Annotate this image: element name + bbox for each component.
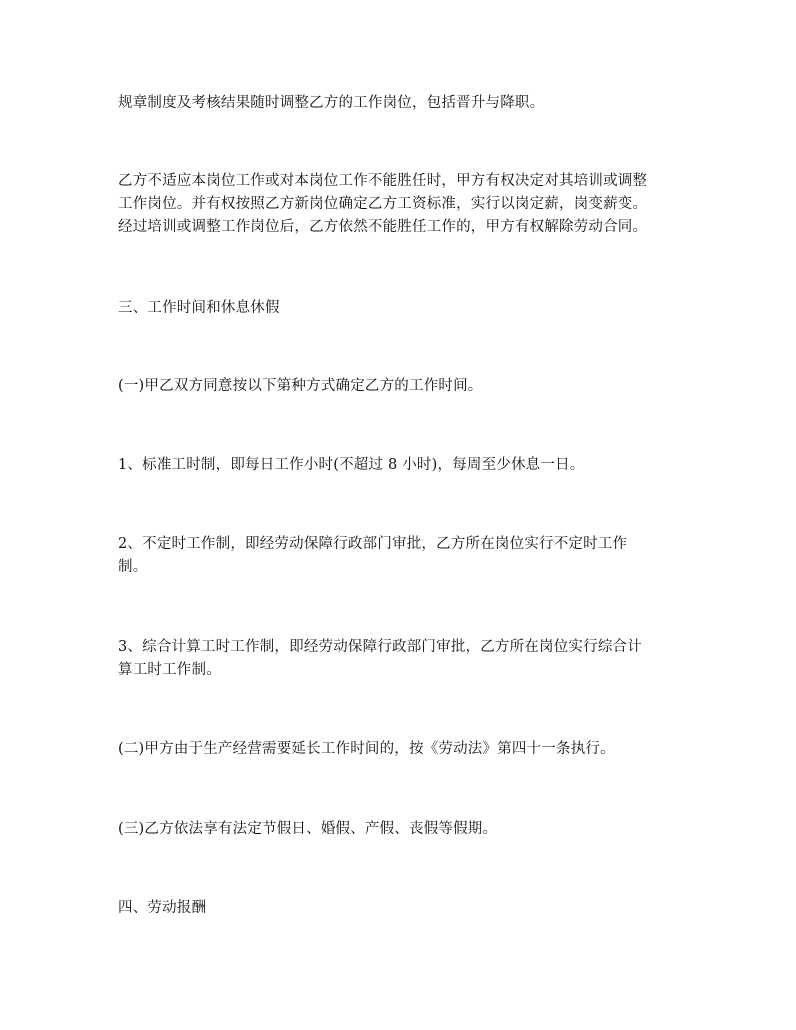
text-line: (二)甲方由于生产经营需要延长工作时间的，按《劳动法》第四十一条执行。 xyxy=(118,741,615,757)
section-heading-remuneration xyxy=(118,897,693,920)
text-line: 规章制度及考核结果随时调整乙方的工作岗位，包括晋升与降职。 xyxy=(118,95,545,111)
section-heading-working-hours xyxy=(118,297,693,320)
text-line: 3、综合计算工时工作制，即经劳动保障行政部门审批，乙方所在岗位实行综合计 xyxy=(118,639,642,655)
paragraph-standard-hours xyxy=(118,454,693,477)
paragraph-comprehensive-hours xyxy=(118,636,693,682)
text-line: (一)甲乙双方同意按以下第种方式确定乙方的工作时间。 xyxy=(118,378,483,394)
paragraph-flexible-hours xyxy=(118,533,693,579)
text-line: 制。 xyxy=(118,559,148,575)
text-line: 1、标准工时制，即每日工作小时(不超过 8 小时)，每周至少休息一日。 xyxy=(118,457,585,473)
paragraph-clause-1 xyxy=(118,375,693,398)
paragraph-incompetence-clause xyxy=(118,170,693,239)
paragraph-clause-2 xyxy=(118,738,693,761)
heading-text: 四、劳动报酬 xyxy=(118,900,207,916)
text-line: 经过培训或调整工作岗位后，乙方依然不能胜任工作的，甲方有权解除劳动合同。 xyxy=(118,219,648,235)
text-line: (三)乙方依法享有法定节假日、婚假、产假、丧假等假期。 xyxy=(118,821,498,837)
paragraph-job-adjustment xyxy=(118,92,693,115)
text-line: 算工时工作制。 xyxy=(118,662,221,678)
text-line: 乙方不适应本岗位工作或对本岗位工作不能胜任时，甲方有权决定对其培训或调整 xyxy=(118,173,648,189)
text-line: 工作岗位。并有权按照乙方新岗位确定乙方工资标准，实行以岗定薪，岗变薪变。 xyxy=(118,196,648,212)
text-line: 2、不定时工作制，即经劳动保障行政部门审批，乙方所在岗位实行不定时工作 xyxy=(118,536,628,552)
paragraph-clause-3 xyxy=(118,818,693,841)
heading-text: 三、工作时间和休息休假 xyxy=(118,300,280,316)
